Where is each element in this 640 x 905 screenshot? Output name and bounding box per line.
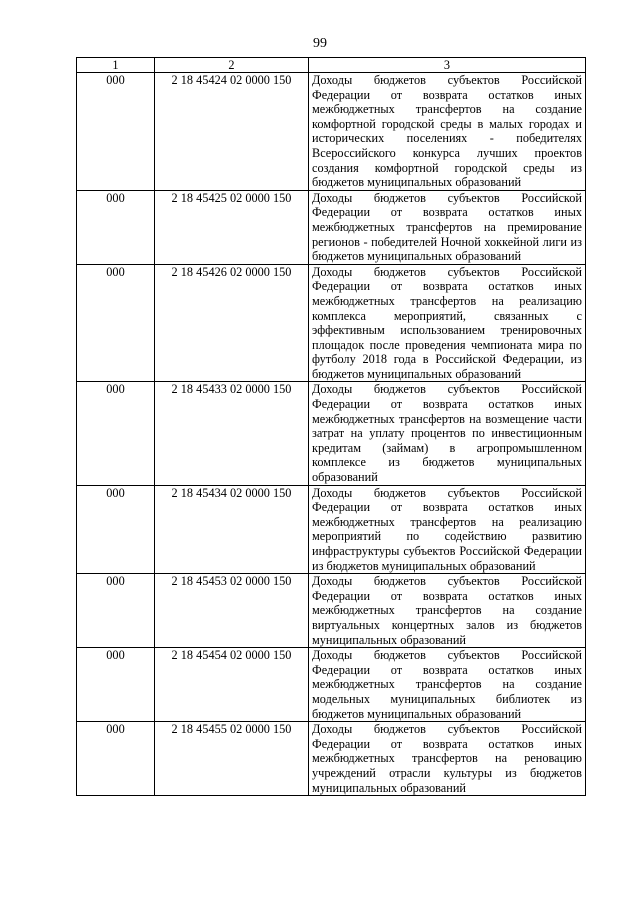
description-cell: Доходы бюджетов субъектов Российской Федерации от возврата остатков иных межбюджетных трансфертов на возмещение части затрат на уплату процентов по инвестиционным кредитам (займам) в агропромышленном комплексе из бюджетов муниципальных образований <box>309 382 586 485</box>
table-row <box>77 648 586 722</box>
table-row <box>77 264 586 382</box>
budget-code-cell: 2 18 45425 02 0000 150 <box>155 190 309 264</box>
description-cell: Доходы бюджетов субъектов Российской Федерации от возврата остатков иных межбюджетных трансфертов на создание виртуальных концертных залов из бюджетов муниципальных образований <box>309 574 586 648</box>
column-header-2: 2 <box>155 58 309 73</box>
table-row <box>77 574 586 648</box>
admin-code-cell: 000 <box>77 382 155 485</box>
column-header-1: 1 <box>77 58 155 73</box>
table-row <box>77 73 586 191</box>
budget-code-cell: 2 18 45455 02 0000 150 <box>155 722 309 796</box>
description-cell: Доходы бюджетов субъектов Российской Федерации от возврата остатков иных межбюджетных трансфертов на реализацию мероприятий по содействию развитию инфраструктуры субъектов Российской Федерации из бюджетов муниципальных образований <box>309 485 586 574</box>
description-cell: Доходы бюджетов субъектов Российской Федерации от возврата остатков иных межбюджетных трансфертов на реализацию комплекса мероприятий, связанных с эффективным использованием тренировочных площадок после проведения чемпионата мира по футболу 2018 года в Российской Федерации, из бюджетов муниципальных образований <box>309 264 586 382</box>
admin-code-cell: 000 <box>77 722 155 796</box>
page-number: 99 <box>313 36 327 51</box>
admin-code-cell: 000 <box>77 648 155 722</box>
column-header-3: 3 <box>309 58 586 73</box>
admin-code-cell: 000 <box>77 485 155 574</box>
budget-code-cell: 2 18 45426 02 0000 150 <box>155 264 309 382</box>
budget-code-cell: 2 18 45424 02 0000 150 <box>155 73 309 191</box>
admin-code-cell: 000 <box>77 73 155 191</box>
description-cell: Доходы бюджетов субъектов Российской Федерации от возврата остатков иных межбюджетных трансфертов на премирование регионов - победителей Ночной хоккейной лиги из бюджетов муниципальных образований <box>309 190 586 264</box>
description-cell: Доходы бюджетов субъектов Российской Федерации от возврата остатков иных межбюджетных трансфертов на создание комфортной городской среды в малых городах и исторических поселениях - победителях Всероссийского конкурса лучших проектов создания комфортной городской среды из бюджетов муниципальных образований <box>309 73 586 191</box>
budget-code-cell: 2 18 45434 02 0000 150 <box>155 485 309 574</box>
admin-code-cell: 000 <box>77 264 155 382</box>
description-cell: Доходы бюджетов субъектов Российской Федерации от возврата остатков иных межбюджетных трансфертов на реновацию учреждений отрасли культуры из бюджетов муниципальных образований <box>309 722 586 796</box>
table-row <box>77 190 586 264</box>
budget-code-cell: 2 18 45454 02 0000 150 <box>155 648 309 722</box>
budget-code-cell: 2 18 45453 02 0000 150 <box>155 574 309 648</box>
table-row <box>77 722 586 796</box>
table-row <box>77 485 586 574</box>
budget-classification-table <box>76 57 586 796</box>
admin-code-cell: 000 <box>77 190 155 264</box>
table-header-row <box>77 58 586 73</box>
budget-code-cell: 2 18 45433 02 0000 150 <box>155 382 309 485</box>
admin-code-cell: 000 <box>77 574 155 648</box>
description-cell: Доходы бюджетов субъектов Российской Федерации от возврата остатков иных межбюджетных трансфертов на создание модельных муниципальных библиотек из бюджетов муниципальных образований <box>309 648 586 722</box>
table-row <box>77 382 586 485</box>
